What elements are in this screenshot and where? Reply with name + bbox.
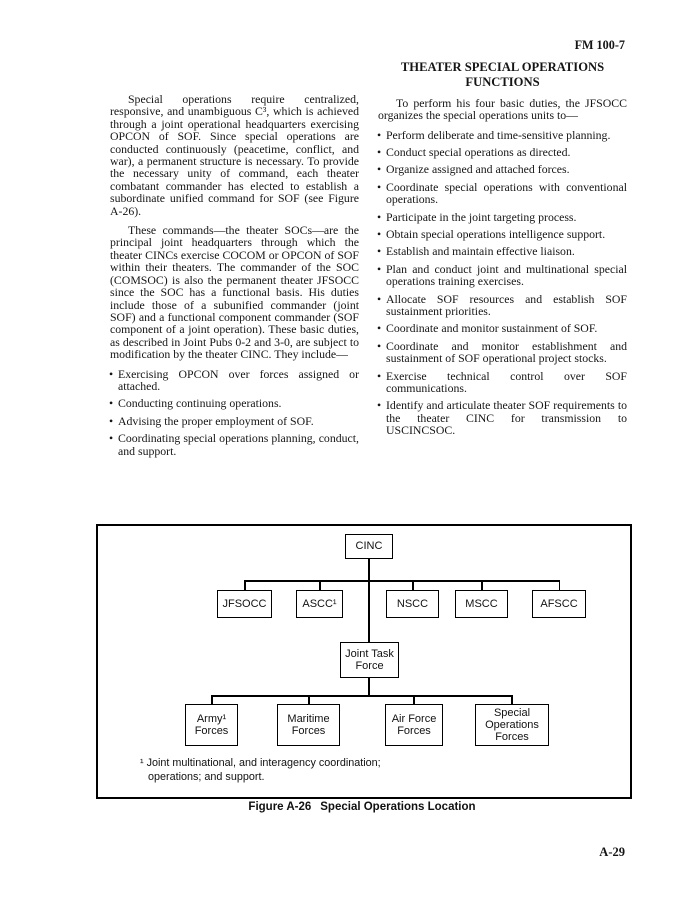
figure-caption bbox=[96, 801, 628, 813]
figure-footnote: ¹ Joint multinational, and interagency coordination; operations; and support. bbox=[140, 757, 381, 784]
bullet-item bbox=[378, 322, 627, 334]
right-column bbox=[378, 58, 627, 462]
figure-a26-org-chart bbox=[96, 524, 632, 799]
org-node-label: NSCC bbox=[396, 597, 429, 610]
connector-line bbox=[211, 695, 213, 704]
bullet-icon: • bbox=[377, 291, 382, 306]
org-node-air-force-forces bbox=[385, 704, 443, 746]
connector-line bbox=[308, 695, 310, 704]
org-node-army-forces bbox=[185, 704, 238, 746]
org-node-cinc bbox=[345, 534, 393, 559]
bullet-text: Plan and conduct joint and multinational special operations training exercises. bbox=[386, 261, 627, 289]
bullet-icon: • bbox=[109, 413, 114, 428]
bullet-item bbox=[378, 263, 627, 288]
org-node-joint-task-force bbox=[340, 642, 399, 678]
bullet-item bbox=[378, 293, 627, 318]
bullet-text: Establish and maintain effective liaison. bbox=[386, 244, 575, 259]
bullet-item bbox=[110, 415, 359, 427]
connector-line bbox=[244, 580, 246, 590]
bullet-item bbox=[378, 399, 627, 436]
org-node-ascc bbox=[296, 590, 343, 618]
bullet-item bbox=[378, 370, 627, 395]
bullet-text: Conduct special operations as directed. bbox=[386, 144, 571, 159]
bullet-icon: • bbox=[377, 179, 382, 194]
connector-line bbox=[559, 580, 561, 590]
org-node-label: JFSOCC bbox=[222, 597, 267, 610]
bullet-text: Coordinate and monitor sustainment of SOF. bbox=[386, 321, 598, 336]
bullet-icon: • bbox=[109, 431, 114, 446]
connector-line bbox=[211, 695, 512, 697]
bullet-text: Coordinate special operations with conventional operations. bbox=[386, 179, 627, 207]
bullet-item bbox=[378, 340, 627, 365]
bullet-icon: • bbox=[377, 162, 382, 177]
bullet-text: Obtain special operations intelligence support. bbox=[386, 226, 606, 241]
bullet-text: Identify and articulate theater SOF requirements to the theater CINC for transmission to USCINCSOC. bbox=[386, 398, 627, 438]
bullet-icon: • bbox=[377, 226, 382, 241]
bullet-icon: • bbox=[377, 321, 382, 336]
org-node-label: MSCC bbox=[465, 597, 498, 610]
bullet-text: Coordinating special operations planning, conduct, and support. bbox=[118, 431, 359, 458]
bullet-icon: • bbox=[377, 338, 382, 353]
org-node-label: AFSCC bbox=[540, 597, 578, 610]
bullet-text: Exercise technical control over SOF communications. bbox=[386, 368, 627, 396]
connector-line bbox=[481, 580, 483, 590]
bullet-icon: • bbox=[377, 144, 382, 159]
connector-line bbox=[368, 678, 370, 695]
org-node-label: Joint Task Force bbox=[345, 647, 394, 672]
connector-line bbox=[319, 580, 321, 590]
figure-caption-label: Figure A-26 bbox=[248, 801, 312, 813]
bullet-item bbox=[378, 181, 627, 206]
bullet-item bbox=[378, 228, 627, 240]
section-heading bbox=[378, 60, 627, 91]
bullet-text: Conducting continuing operations. bbox=[118, 396, 282, 411]
org-node-special-operations-forces bbox=[475, 704, 549, 746]
connector-line bbox=[412, 580, 414, 590]
paragraph: To perform his four basic duties, the JFSOCC organizes the special operations units to— bbox=[378, 95, 627, 123]
left-column bbox=[110, 58, 359, 462]
paragraph: Special operations require centralized, responsive, and unambiguous C³, which is achieved through a joint operational headquarters exercising OPCON of SOF. Since special operations are conducted continuously (peacetime, conflict, and war), a permanent structure is necessary. To provide the necessary unity of command, each theater combatant commander has elected to establish a subordinate unified command for SOF (see Figure A-26). bbox=[110, 92, 359, 218]
org-node-afscc bbox=[532, 590, 586, 618]
org-node-nscc bbox=[386, 590, 439, 618]
bullet-text: Participate in the joint targeting process. bbox=[386, 209, 577, 224]
bullet-item bbox=[110, 397, 359, 409]
bullet-icon: • bbox=[377, 261, 382, 276]
connector-line bbox=[244, 580, 560, 582]
bullet-text: Allocate SOF resources and establish SOF sustainment priorities. bbox=[386, 291, 627, 318]
bullet-text: Advising the proper employment of SOF. bbox=[118, 413, 314, 428]
left-bullet-list bbox=[110, 368, 359, 457]
org-node-label: Maritime Forces bbox=[287, 712, 330, 737]
document-id: FM 100-7 bbox=[574, 38, 625, 52]
text-columns bbox=[110, 58, 627, 462]
bullet-item bbox=[378, 129, 627, 141]
bullet-item bbox=[110, 432, 359, 457]
connector-line bbox=[413, 695, 415, 704]
bullet-text: Coordinate and monitor establishment and sustainment of SOF operational project stocks. bbox=[386, 338, 627, 366]
section-heading-line2: FUNCTIONS bbox=[465, 75, 540, 90]
connector-line bbox=[511, 695, 513, 704]
org-node-maritime-forces bbox=[277, 704, 340, 746]
org-node-label: ASCC¹ bbox=[302, 597, 337, 610]
bullet-item bbox=[378, 146, 627, 158]
section-heading-line1: THEATER SPECIAL OPERATIONS bbox=[400, 60, 605, 74]
bullet-item bbox=[110, 368, 359, 393]
connector-line bbox=[368, 559, 370, 642]
bullet-item bbox=[378, 163, 627, 175]
bullet-text: Exercising OPCON over forces assigned or attached. bbox=[118, 366, 359, 393]
org-node-jfsocc bbox=[217, 590, 272, 618]
org-node-label: Army¹ Forces bbox=[194, 712, 229, 737]
org-node-mscc bbox=[455, 590, 508, 618]
org-node-label: Special Operations Forces bbox=[485, 706, 539, 744]
bullet-text: Perform deliberate and time-sensitive planning. bbox=[386, 127, 611, 142]
bullet-icon: • bbox=[109, 396, 114, 411]
bullet-item bbox=[378, 211, 627, 223]
figure-caption-title: Special Operations Location bbox=[320, 801, 476, 813]
bullet-icon: • bbox=[377, 398, 382, 413]
bullet-icon: • bbox=[377, 127, 382, 142]
bullet-icon: • bbox=[377, 368, 382, 383]
bullet-item bbox=[378, 245, 627, 257]
org-node-label: Air Force Forces bbox=[391, 712, 437, 737]
bullet-icon: • bbox=[377, 209, 382, 224]
bullet-text: Organize assigned and attached forces. bbox=[386, 162, 570, 177]
right-bullet-list bbox=[378, 129, 627, 437]
org-node-label: CINC bbox=[355, 540, 383, 553]
paragraph: These commands—the theater SOCs—are the principal joint headquarters through which the theater CINCs exercise COCOM or OPCON of SOF within their theaters. The commander of the SOC (COMSOC) is also the permanent theater JFSOCC since the SOC has a functional basis. His duties include those of a subunified commander (joint SOF) and a functional component commander (SOF component of a joint operation). These basic duties, as described in Joint Pubs 0-2 and 3-0, are subject to modification by the theater CINC. They include— bbox=[110, 223, 359, 362]
bullet-icon: • bbox=[377, 244, 382, 259]
page-number: A-29 bbox=[599, 845, 625, 859]
bullet-icon: • bbox=[109, 366, 114, 381]
